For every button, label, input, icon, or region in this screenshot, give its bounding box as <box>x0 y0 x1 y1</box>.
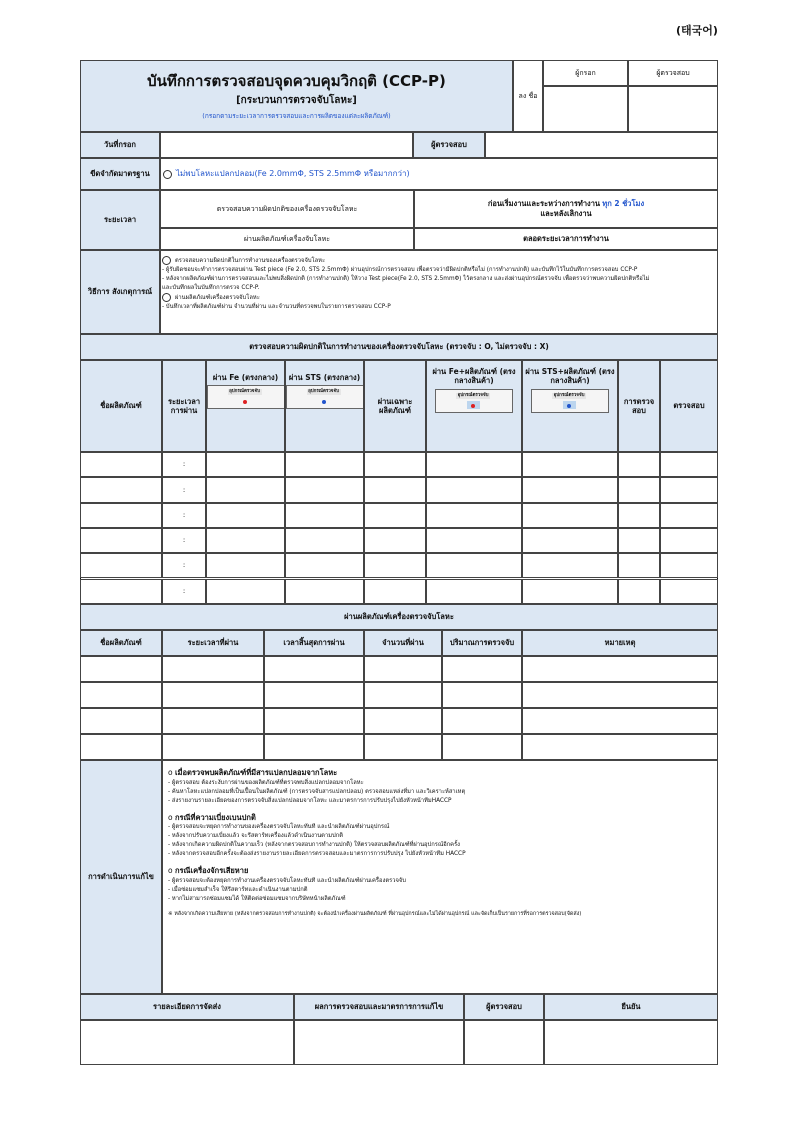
pass-header-end: เวลาสิ้นสุดการผ่าน <box>264 630 364 656</box>
test-row-cell[interactable] <box>206 503 285 528</box>
test-header-product: ชื่อผลิตภัณฑ์ <box>80 360 162 452</box>
date-label: วันที่กรอก <box>80 132 160 158</box>
period-detect-frequency: ก่อนเริ่มงานและระหว่างการทำงาน ทุก 2 ชั่วโมง และหลังเลิกงาน <box>414 190 718 228</box>
test-row-cell[interactable] <box>285 528 364 553</box>
delivery-details-field[interactable] <box>80 1020 294 1065</box>
pass-row-cell[interactable] <box>364 682 442 708</box>
detector-machine-icon: อุปกรณ์ตรวจจับ <box>531 389 609 413</box>
circle-icon <box>162 256 171 265</box>
test-row-cell[interactable] <box>522 452 618 477</box>
action-label: การดำเนินการแก้ไข <box>80 760 162 994</box>
test-row-cell[interactable] <box>426 477 522 502</box>
confirm-field[interactable] <box>544 1020 718 1065</box>
test-header-product-only: ผ่านเฉพาะ ผลิตภัณฑ์ <box>364 360 426 452</box>
pass-row-cell[interactable] <box>80 656 162 682</box>
test-row-time-cell[interactable]: : <box>162 452 206 477</box>
pass-row-cell[interactable] <box>162 656 264 682</box>
pass-row-cell[interactable] <box>442 734 522 760</box>
checker-signature-box[interactable] <box>628 86 718 132</box>
pass-row-cell[interactable] <box>80 708 162 734</box>
pass-row-cell[interactable] <box>264 708 364 734</box>
test-section-title: ตรวจสอบความผิดปกติในการทำงานของเครื่องตรวจจับโลหะ (ตรวจจับ : O, ไม่ตรวจจับ : X) <box>80 334 718 360</box>
pass-row-cell[interactable] <box>364 734 442 760</box>
test-row-time-cell[interactable]: : <box>162 503 206 528</box>
writer-signature-box[interactable] <box>543 86 628 132</box>
pass-row-cell[interactable] <box>162 708 264 734</box>
circle-icon <box>163 170 172 179</box>
method-text: ตรวจสอบความผิดปกติในการทำงานของเครื่องตรวจจับโลหะ - ผู้รับผิดชอบจะทำการตรวจสอบผ่าน Test piece (Fe 2.0, STS 2.5mmΦ) ผ่านอุปกรณ์การตรวจสอบ เพื่อตรวจว่ามีผิดปกติหรือไม่ (การทำงานปกติ) และบันทึกไว้ในบันทึกการตรวจสอบ CCP-P - หลังจากผลิตภัณฑ์ผ่านการตรวจสอบและไม่พบสิ่งผิดปกติ (การทำงานปกติ) ให้วาง Test piece(Fe 2.0, STS 2.5mmΦ) ไว้ตรงกลาง และส่งผ่านอุปกรณ์ตรวจจับ เพื่อตรวจว่าพบความผิดปกติหรือไม่ และบันทึกผลในบันทึกการตรวจ CCP-P. ผ่านผลิตภัณฑ์เครื่องตรวจจับโลหะ - บันทึกเวลาที่ผลิตภัณฑ์ผ่าน จำนวนที่ผ่าน และจำนวนที่ตรวจพบในรายการตรวจสอบ CCP-P <box>162 258 650 310</box>
pass-section-title: ผ่านผลิตภัณฑ์เครื่องตรวจจับโลหะ <box>80 604 718 630</box>
test-row-cell[interactable] <box>206 528 285 553</box>
period-label: ระยะเวลา <box>80 190 160 250</box>
test-row-cell[interactable] <box>660 528 718 553</box>
test-row-cell[interactable] <box>618 452 660 477</box>
pass-row-cell[interactable] <box>522 734 718 760</box>
test-row-time-cell[interactable]: : <box>162 528 206 553</box>
test-row-cell[interactable] <box>522 503 618 528</box>
period-detect-check: ตรวจสอบความผิดปกติของเครื่องตรวจจับโลหะ <box>160 190 414 228</box>
test-header-fe-product: ผ่าน Fe+ผลิตภัณฑ์ (ตรงกลางสินค้า) อุปกรณ์ตรวจจับ <box>426 360 522 452</box>
test-row-cell[interactable] <box>285 452 364 477</box>
pass-row-cell[interactable] <box>364 656 442 682</box>
test-row-time-cell[interactable]: : <box>162 579 206 604</box>
limit-label: ขีดจำกัดมาตรฐาน <box>80 158 160 190</box>
bottom-header-delivery: รายละเอียดการจัดส่ง <box>80 994 294 1020</box>
test-row-cell[interactable] <box>522 553 618 578</box>
writer-label: ผู้กรอก <box>543 60 628 86</box>
test-row-cell[interactable] <box>285 553 364 578</box>
test-row-cell[interactable] <box>426 452 522 477</box>
pass-header-detected: ปริมาณการตรวจจับ <box>442 630 522 656</box>
circle-icon <box>162 293 171 302</box>
pass-header-count: จำนวนที่ผ่าน <box>364 630 442 656</box>
test-row-time-cell[interactable]: : <box>162 477 206 502</box>
header-title-block <box>80 60 513 132</box>
test-row-cell[interactable] <box>660 503 718 528</box>
checker-label: ผู้ตรวจสอบ <box>628 60 718 86</box>
pass-row-cell[interactable] <box>264 734 364 760</box>
result-field[interactable] <box>294 1020 464 1065</box>
pass-header-remarks: หมายเหตุ <box>522 630 718 656</box>
bottom-header-checker: ผู้ตรวจสอบ <box>464 994 544 1020</box>
pass-row-cell[interactable] <box>264 682 364 708</box>
test-row-cell[interactable] <box>364 503 426 528</box>
test-row-cell[interactable] <box>618 553 660 578</box>
pass-row-cell[interactable] <box>442 656 522 682</box>
test-row-cell[interactable] <box>80 528 162 553</box>
pass-row-cell[interactable] <box>162 734 264 760</box>
sign-label: ลง ชื่อ <box>513 60 543 132</box>
test-row-cell[interactable] <box>426 528 522 553</box>
test-row-cell[interactable] <box>618 503 660 528</box>
pass-row-cell[interactable] <box>522 656 718 682</box>
inspector-label: ผู้ตรวจสอบ <box>413 132 485 158</box>
test-header-time: ระยะเวลา การผ่าน <box>162 360 206 452</box>
test-row-cell[interactable] <box>206 477 285 502</box>
test-header-fe: ผ่าน Fe (ตรงกลาง) อุปกรณ์ตรวจจับ <box>206 360 285 452</box>
page-subtitle: [กระบวนการตรวจจับโลหะ] <box>236 95 357 107</box>
limit-text: ไม่พบโลหะแปลกปลอม(Fe 2.0mmΦ, STS 2.5mmΦ หรือมากกว่า) <box>160 158 718 190</box>
date-field[interactable] <box>160 132 413 158</box>
test-row-cell[interactable] <box>364 528 426 553</box>
pass-row-cell[interactable] <box>522 682 718 708</box>
bottom-checker-field[interactable] <box>464 1020 544 1065</box>
test-row-time-cell[interactable]: : <box>162 553 206 578</box>
pass-row-cell[interactable] <box>364 708 442 734</box>
bottom-header-confirm: ยืนยัน <box>544 994 718 1020</box>
test-row-cell[interactable] <box>206 579 285 604</box>
pass-row-cell[interactable] <box>442 708 522 734</box>
test-row-cell[interactable] <box>426 553 522 578</box>
test-row-cell[interactable] <box>364 477 426 502</box>
test-row-cell[interactable] <box>364 553 426 578</box>
pass-row-cell[interactable] <box>522 708 718 734</box>
test-row-cell[interactable] <box>364 579 426 604</box>
pass-row-cell[interactable] <box>264 656 364 682</box>
test-header-checker: ตรวจสอบ <box>660 360 718 452</box>
page-title: บันทึกการตรวจสอบจุดควบคุมวิกฤติ (CCP-P) <box>147 72 446 91</box>
test-row-cell[interactable] <box>80 553 162 578</box>
test-row-cell[interactable] <box>364 452 426 477</box>
pass-header-product: ชื่อผลิตภัณฑ์ <box>80 630 162 656</box>
test-row-cell[interactable] <box>522 477 618 502</box>
action-text: o เมื่อตรวจพบผลิตภัณฑ์ที่มีสารแปลกปลอมจากโลหะ - ผู้ตรวจสอบ ต้องระงับการผ่านของผลิตภัณฑ์ที่ตรวจพบสิ่งแปลกปลอมจากโลหะ - ค้นหาโลหะแปลกปลอมที่เป็นเปื้อนในผลิตภัณฑ์ (การตรวจจับสารแปลกปลอม) ตรวจสอบแหล่งที่มา และวิเคราะห์สาเหตุ - ส่งรายงานรายละเอียดของการตรวจจับสิ่งแปลกปลอมจากโลหะ และมาตรการการปรับปรุงไปยังหัวหน้าทีมHACCP o กรณีที่ความเบี่ยงเบนปกติ - ผู้ตรวจสอบจะหยุดการทำงานของเครื่องตรวจจับโลหะทันที และนำผลิตภัณฑ์ผ่านอุปกรณ์ - หลังจากปรับความเบี่ยงแล้ว จะรีสตาร์ทเครื่องแล้วดำเนินงานตามปกติ - หลังจากเกิดความผิดปกติในความเร็ว (หลังจากตรวจสอบการทำงานปกติ) ให้ตรวจสอบผลิตภัณฑ์ที่ผ่านอุปกรณ์อีกครั้ง - หลังจากตรวจสอบอีกครั้งจะต้องส่งรายงานรายละเอียดการตรวจสอบและมาตรการการปรับปรุง ไปยังหัวหน้าทีม HACCP o กรณีเครื่องจักรเสียหาย - ผู้ตรวจสอบจะต้องหยุดการทำงานเครื่องตรวจจับโลหะทันที และนำผลิตภัณฑ์ผ่านเครื่องตรวจจับ - เมื่อซ่อมแซมสำเร็จ ให้รีสตาร์ทและดำเนินงานตามปกติ - หากไม่สามารถซ่อมแซมได้ ให้ติดต่อซ่อมแซมจากบริษัทหน้าผลิตภัณฑ์ ※ หลังจากเกิดความเสียหาย (หลังจากตรวจสอบการทำงานปกติ) จะต้องนำเครื่องผ่านผลิตภัณฑ์ ที่ผ่านอุปกรณ์และไม่ได้ผ่านอุปกรณ์ และจัดเก็บเป็นรายการที่รอการตรวจสอบ(จัดส่ง) <box>168 768 582 917</box>
test-row-cell[interactable] <box>80 452 162 477</box>
test-row-cell[interactable] <box>522 528 618 553</box>
test-row-cell[interactable] <box>660 452 718 477</box>
test-row-cell[interactable] <box>206 452 285 477</box>
test-row-cell[interactable] <box>618 477 660 502</box>
test-row-cell[interactable] <box>80 477 162 502</box>
pass-header-start: ระยะเวลาที่ผ่าน <box>162 630 264 656</box>
test-row-cell[interactable] <box>426 579 522 604</box>
page-note: (กรอกตามระยะเวลาการตรวจสอบและการผลิตของแต่ละผลิตภัณฑ์) <box>202 111 391 120</box>
pass-row-cell[interactable] <box>162 682 264 708</box>
pass-row-cell[interactable] <box>80 734 162 760</box>
pass-row-cell[interactable] <box>80 682 162 708</box>
test-row-cell[interactable] <box>618 579 660 604</box>
test-row-cell[interactable] <box>285 477 364 502</box>
test-row-cell[interactable] <box>80 579 162 604</box>
period-pass-products: ผ่านผลิตภัณฑ์เครื่องจับโลหะ <box>160 228 414 250</box>
detector-machine-icon: อุปกรณ์ตรวจจับ <box>286 385 364 409</box>
test-header-inspection: การตรวจ สอบ <box>618 360 660 452</box>
test-row-cell[interactable] <box>660 477 718 502</box>
test-row-cell[interactable] <box>618 528 660 553</box>
test-row-cell[interactable] <box>426 503 522 528</box>
period-pass-frequency: ตลอดระยะเวลาการทำงาน <box>414 228 718 250</box>
pass-row-cell[interactable] <box>442 682 522 708</box>
test-row-cell[interactable] <box>206 553 285 578</box>
language-tag: (태국어) <box>676 24 718 37</box>
test-row-cell[interactable] <box>80 503 162 528</box>
test-header-sts: ผ่าน STS (ตรงกลาง) อุปกรณ์ตรวจจับ <box>285 360 364 452</box>
bottom-header-result: ผลการตรวจสอบและมาตรการการแก้ไข <box>294 994 464 1020</box>
test-row-cell[interactable] <box>285 579 364 604</box>
test-row-cell[interactable] <box>522 579 618 604</box>
method-label: วิธีการ สังเกตุการณ์ <box>80 250 160 334</box>
detector-machine-icon: อุปกรณ์ตรวจจับ <box>207 385 285 409</box>
inspector-field[interactable] <box>485 132 718 158</box>
test-row-cell[interactable] <box>285 503 364 528</box>
test-row-cell[interactable] <box>660 579 718 604</box>
detector-machine-icon: อุปกรณ์ตรวจจับ <box>435 389 513 413</box>
test-header-sts-product: ผ่าน STS+ผลิตภัณฑ์ (ตรงกลางสินค้า) อุปกรณ์ตรวจจับ <box>522 360 618 452</box>
test-row-cell[interactable] <box>660 553 718 578</box>
